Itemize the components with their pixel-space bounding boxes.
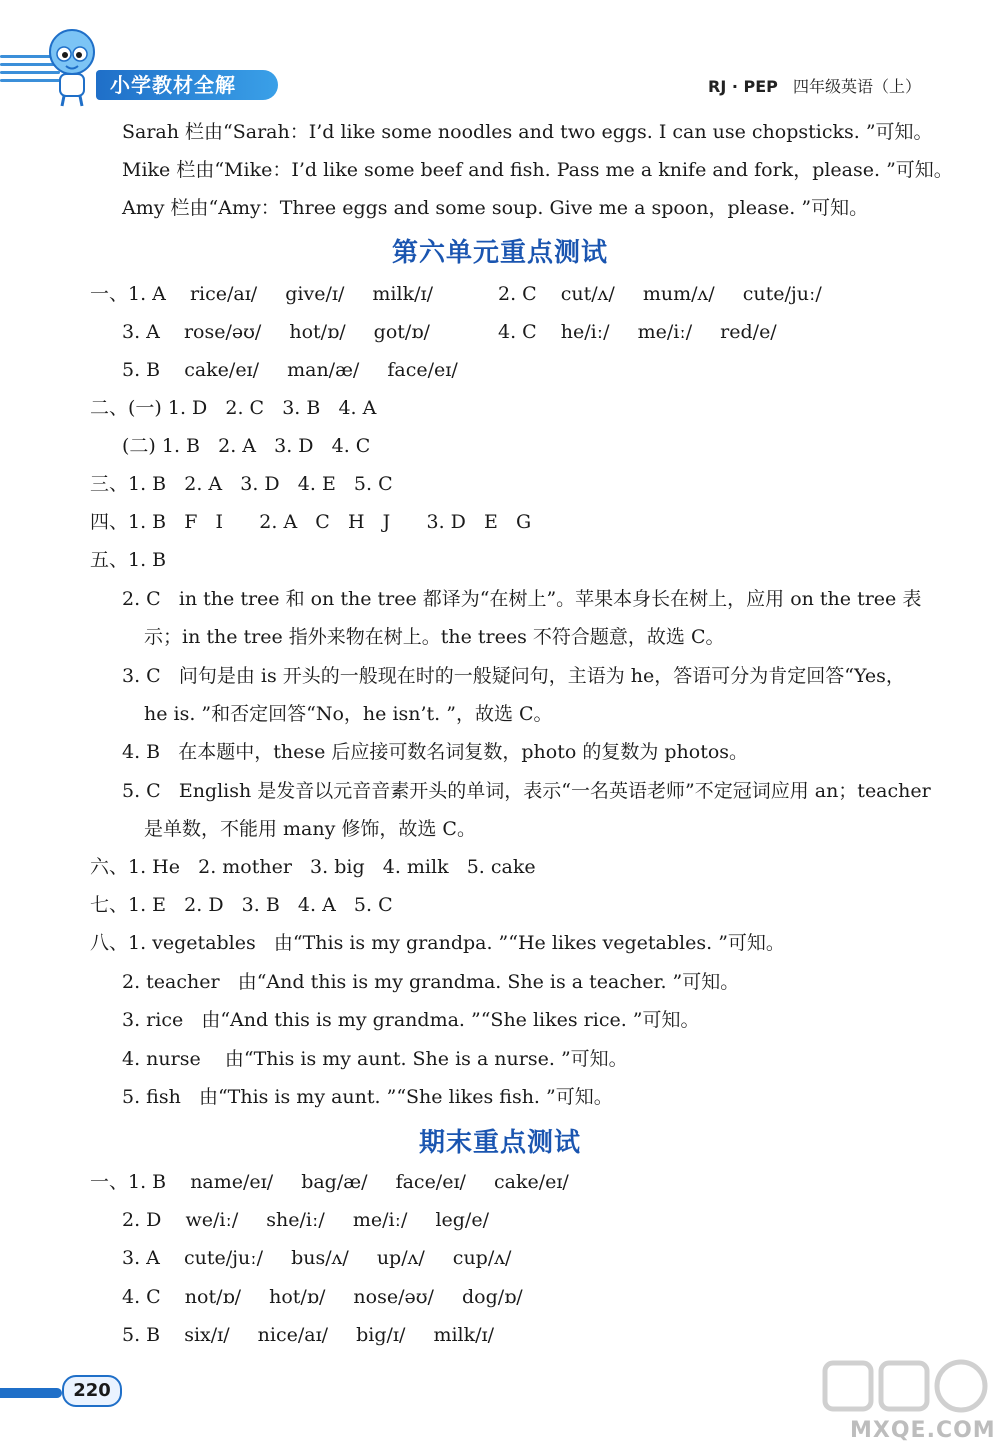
page-header <box>0 0 1000 110</box>
series-banner: 小学教材全解 <box>96 70 278 100</box>
phonetic-word: nose/əʊ/ <box>353 1286 434 1308</box>
answer-row <box>122 320 452 344</box>
intro-line: Amy 栏由“Amy：Three eggs and some soup. Give me a spoon，please. ”可知。 <box>122 197 869 219</box>
phonetic-word: cut/ʌ/ <box>560 283 615 305</box>
answer-row <box>122 1208 511 1232</box>
phonetic-word: cake/eɪ/ <box>184 359 260 381</box>
phonetic-word: face/eɪ/ <box>387 359 458 381</box>
phonetic-word: milk/ɪ/ <box>433 1324 494 1346</box>
answer-label: 2. C <box>498 283 537 305</box>
explanation-line: 3. C 问句是由 is 开头的一般现在时的一般疑问句，主语为 he，答语可分为肯定回答“Yes， <box>122 665 905 687</box>
phonetic-word: give/ɪ/ <box>285 283 345 305</box>
answer-label: 3. A <box>122 1247 160 1269</box>
answer-row <box>122 1246 533 1270</box>
answer-label: 4. C <box>122 1286 161 1308</box>
page-number: 220 <box>62 1375 122 1407</box>
section-title-unit6: 第六单元重点测试 <box>391 238 608 268</box>
explanation-line: 是单数，不能用 many 修饰，故选 C。 <box>144 818 476 840</box>
phonetic-word: not/ɒ/ <box>184 1286 242 1308</box>
answer-row: 5. fish 由“This is my aunt. ”“She likes fish. ”可知。 <box>122 1086 613 1108</box>
answer-row: 六、1. He 2. mother 3. big 4. milk 5. cake <box>90 856 536 878</box>
answer-row: 四、1. B F I 2. A C H J 3. D E G <box>90 511 532 533</box>
phonetic-word: up/ʌ/ <box>376 1247 425 1269</box>
phonetic-word: red/e/ <box>720 321 777 343</box>
answer-row: 三、1. B 2. A 3. D 4. E 5. C <box>90 473 393 495</box>
phonetic-word: hot/ɒ/ <box>289 321 346 343</box>
answer-label: 3. A <box>122 321 160 343</box>
explanation-line: 5. C English 是发音以元音音素开头的单词，表示“一名英语老师”不定冠词应用 an；teacher <box>122 780 931 802</box>
answer-row <box>90 282 455 306</box>
phonetic-word: nice/aɪ/ <box>257 1324 329 1346</box>
edition-info <box>708 74 921 97</box>
explanation-line: 2. C in the tree 和 on the tree 都译为“在树上”。苹果本身长在树上，应用 on the tree 表 <box>122 588 922 610</box>
answer-row <box>122 1285 545 1309</box>
answer-row: 2. teacher 由“And this is my grandma. She is a teacher. ”可知。 <box>122 971 740 993</box>
answer-label: 5. B <box>122 359 161 381</box>
phonetic-word: face/eɪ/ <box>395 1171 466 1193</box>
phonetic-word: six/ɪ/ <box>184 1324 230 1346</box>
answer-row <box>498 282 844 306</box>
answer-row: 3. rice 由“And this is my grandma. ”“She likes rice. ”可知。 <box>122 1009 700 1031</box>
phonetic-word: milk/ɪ/ <box>372 283 433 305</box>
answer-row: 五、1. B <box>90 549 167 571</box>
phonetic-word: he/iː/ <box>560 321 610 343</box>
phonetic-word: big/ɪ/ <box>356 1324 406 1346</box>
answer-label: 一、1. A <box>90 283 166 305</box>
phonetic-word: hot/ɒ/ <box>269 1286 326 1308</box>
phonetic-word: rose/əʊ/ <box>183 321 262 343</box>
phonetic-word: cake/eɪ/ <box>493 1171 569 1193</box>
phonetic-word: leg/e/ <box>435 1209 489 1231</box>
answer-label: 4. C <box>498 321 537 343</box>
book-title: 四年级英语（上） <box>792 77 921 96</box>
answer-row <box>498 320 799 344</box>
answer-row <box>90 1170 591 1194</box>
phonetic-word: name/eɪ/ <box>190 1171 274 1193</box>
watermark-text: MXQE.COM <box>850 1418 996 1443</box>
intro-line: Sarah 栏由“Sarah：I’d like some noodles and two eggs. I can use chopsticks. ”可知。 <box>122 121 933 143</box>
answer-row <box>122 358 480 382</box>
phonetic-word: man/æ/ <box>287 359 360 381</box>
explanation-line: 4. B 在本题中，these 后应接可数名词复数，photo 的复数为 photos。 <box>122 741 749 763</box>
answer-row: (二) 1. B 2. A 3. D 4. C <box>122 435 371 457</box>
answer-label: 2. D <box>122 1209 162 1231</box>
phonetic-word: rice/aɪ/ <box>189 283 258 305</box>
phonetic-word: bag/æ/ <box>301 1171 368 1193</box>
phonetic-word: me/iː/ <box>352 1209 408 1231</box>
phonetic-word: dog/ɒ/ <box>461 1286 523 1308</box>
footer-bar <box>0 1388 62 1398</box>
phonetic-word: cute/juː/ <box>742 283 822 305</box>
explanation-line: he is. ”和否定回答“No，he isn’t. ”，故选 C。 <box>144 703 553 725</box>
phonetic-word: cup/ʌ/ <box>452 1247 512 1269</box>
phonetic-word: me/iː/ <box>637 321 693 343</box>
answer-row: 二、(一) 1. D 2. C 3. B 4. A <box>90 397 377 419</box>
answer-row <box>122 1323 516 1347</box>
section-title-final: 期末重点测试 <box>418 1128 581 1158</box>
intro-line: Mike 栏由“Mike：I’d like some beef and fish. Pass me a knife and fork，please. ”可知。 <box>122 159 953 181</box>
phonetic-word: we/iː/ <box>185 1209 239 1231</box>
answer-row: 七、1. E 2. D 3. B 4. A 5. C <box>90 894 393 916</box>
answer-row: 八、1. vegetables 由“This is my grandpa. ”“He likes vegetables. ”可知。 <box>90 932 785 954</box>
answer-label: 5. B <box>122 1324 161 1346</box>
phonetic-word: bus/ʌ/ <box>291 1247 349 1269</box>
explanation-line: 示；in the tree 指外来物在树上。the trees 不符合题意，故选 C。 <box>144 626 725 648</box>
edition-code: RJ · PEP <box>708 77 778 96</box>
answer-row: 4. nurse 由“This is my aunt. She is a nurse. ”可知。 <box>122 1048 628 1070</box>
answer-label: 一、1. B <box>90 1171 167 1193</box>
phonetic-word: got/ɒ/ <box>373 321 430 343</box>
phonetic-word: she/iː/ <box>266 1209 325 1231</box>
phonetic-word: mum/ʌ/ <box>642 283 715 305</box>
phonetic-word: cute/juː/ <box>183 1247 264 1269</box>
